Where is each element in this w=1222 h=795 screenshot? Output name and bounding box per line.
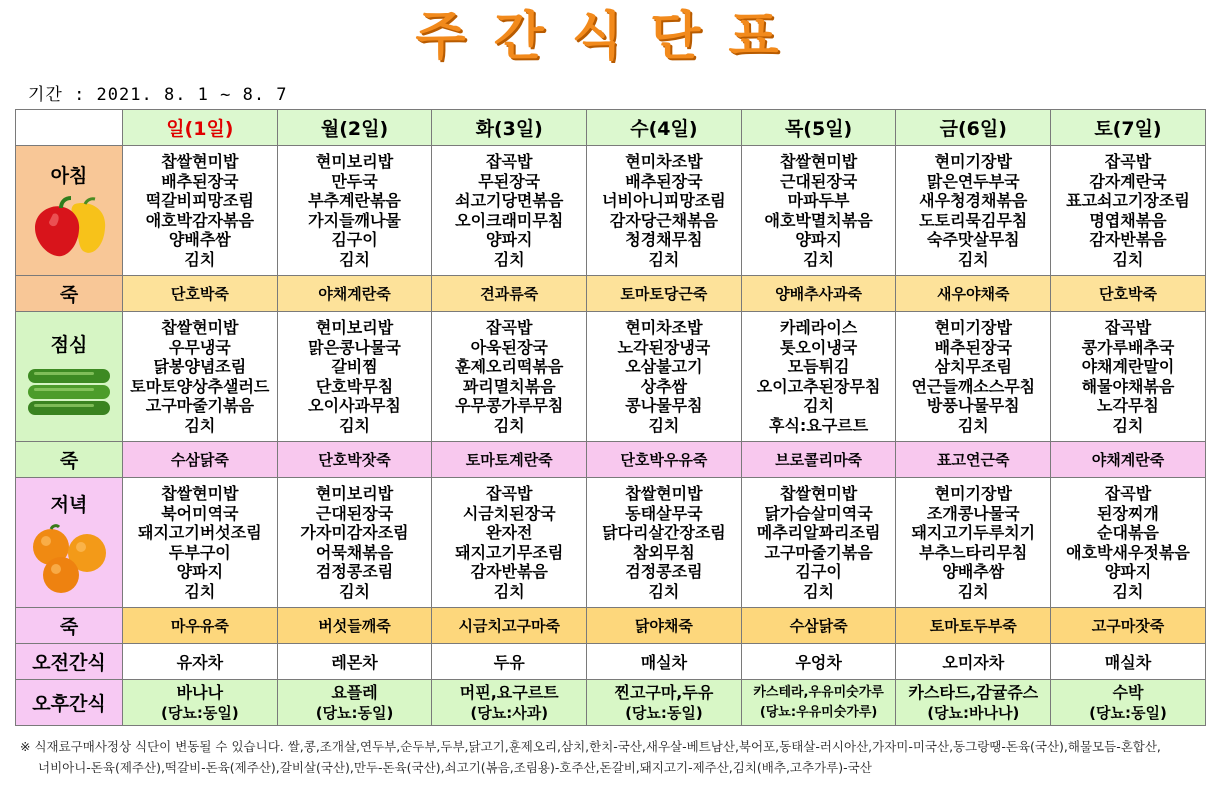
dinner-cell [432, 478, 587, 608]
menu-item: 애호박새우젓볶음 [1066, 542, 1190, 562]
snack-pm-diabetic: (당뇨:사과) [470, 703, 549, 722]
menu-item: 감자반볶음 [1089, 230, 1167, 249]
snack-pm-cell [277, 680, 432, 726]
menu-item: 돼지고기버섯조림 [138, 523, 262, 542]
menu-item: 모듬튀김 [787, 357, 850, 376]
menu-item: 잡곡밥 [1104, 484, 1152, 503]
menu-item: 잡곡밥 [1104, 318, 1152, 337]
menu-item: 두부구이 [168, 542, 231, 562]
dinner-cell [741, 478, 896, 608]
menu-item: 김치 [184, 581, 216, 601]
menu-item: 콩가루배추국 [1081, 337, 1175, 357]
menu-item: 시금치된장국 [462, 503, 556, 523]
menu-item: 노각무침 [1097, 396, 1159, 415]
snack-pm-main: 머핀,요구르트 [459, 682, 559, 702]
porridge-label: 죽 [16, 608, 123, 644]
snack-pm-diabetic: (당뇨:동일) [315, 703, 394, 722]
lunch-cell [1051, 312, 1206, 442]
lunch-cell [896, 312, 1051, 442]
menu-item: 닭봉양념조림 [153, 357, 247, 376]
menu-item: 찹쌀현미밥 [779, 484, 858, 503]
porridge-cell: 야채계란죽 [277, 276, 432, 312]
dinner-row [16, 478, 1206, 608]
menu-item: 가자미감자조림 [300, 523, 409, 542]
menu-item: 김치 [493, 415, 525, 435]
menu-item: 배추된장국 [625, 171, 703, 191]
menu-item: 새우청경채볶음 [919, 191, 1028, 210]
snack-pm-row [16, 680, 1206, 726]
menu-item: 잡곡밥 [486, 484, 533, 503]
menu-item: 된장찌개 [1097, 503, 1159, 523]
menu-item: 김치 [184, 415, 216, 435]
porridge-cell: 수삼닭죽 [741, 608, 896, 644]
snack-pm-diabetic: (당뇨:동일) [1089, 703, 1167, 722]
menu-item: 김치 [493, 581, 525, 601]
menu-item: 오이크래미무침 [455, 210, 564, 230]
porridge-cell: 닭야채죽 [587, 608, 742, 644]
snack-pm-main: 요플레 [331, 682, 378, 702]
menu-item: 김치 [339, 581, 370, 601]
menu-item: 노각된장냉국 [617, 337, 711, 357]
corner-cell [16, 110, 123, 146]
menu-item: 갈비찜 [331, 357, 378, 376]
snack-am-cell: 매실차 [587, 644, 742, 680]
porridge-cell: 수삼닭죽 [123, 442, 278, 478]
menu-item: 연근들깨소스무침 [911, 376, 1036, 396]
snack-pm-cell [741, 680, 896, 726]
menu-item: 잡곡밥 [486, 152, 533, 171]
menu-item: 우무콩가루무침 [455, 396, 564, 415]
snack-am-cell: 두유 [432, 644, 587, 680]
dinner-cell [587, 478, 742, 608]
menu-item: 현미보리밥 [315, 152, 394, 171]
menu-item: 양파지 [1104, 562, 1152, 581]
menu-table [15, 109, 1206, 726]
menu-item: 애호박멸치볶음 [764, 210, 873, 230]
menu-item: 오삼불고기 [625, 357, 703, 376]
porridge-breakfast-row [16, 276, 1206, 312]
menu-item: 현미기장밥 [934, 318, 1012, 337]
menu-item: 찹쌀현미밥 [161, 318, 239, 337]
snack-pm-cell [587, 680, 742, 726]
snack-am-cell: 우엉차 [741, 644, 896, 680]
menu-item: 완자전 [486, 523, 533, 542]
day-header-thu: 목(5일) [741, 110, 896, 146]
snack-pm-main: 카스테라,우유미숫가루 [753, 684, 884, 700]
menu-item: 김치 [1112, 415, 1144, 435]
menu-item: 찹쌀현미밥 [161, 484, 239, 503]
menu-item: 톳오이냉국 [779, 337, 858, 357]
menu-item: 감자반볶음 [470, 562, 548, 581]
snack-pm-label: 오후간식 [16, 680, 123, 726]
menu-item: 김치 [803, 581, 835, 601]
menu-item: 양파지 [486, 230, 533, 249]
porridge-dinner-row [16, 608, 1206, 644]
snack-am-cell: 매실차 [1051, 644, 1206, 680]
breakfast-cell [741, 146, 896, 276]
menu-item: 고구마줄기볶음 [764, 542, 873, 562]
porridge-cell: 양배추사과죽 [741, 276, 896, 312]
menu-item: 방풍나물무침 [926, 396, 1020, 415]
menu-item: 김치 [957, 581, 989, 601]
porridge-cell: 토마토당근죽 [587, 276, 742, 312]
menu-item: 삼치무조림 [934, 357, 1012, 376]
porridge-lunch-row [16, 442, 1206, 478]
breakfast-cell [123, 146, 278, 276]
menu-item: 김치 [648, 415, 680, 435]
dinner-cell [1051, 478, 1206, 608]
menu-item: 상추쌈 [640, 376, 688, 396]
menu-item: 현미보리밥 [315, 484, 394, 503]
snack-pm-diabetic: (당뇨:우유미숫가루) [759, 704, 878, 720]
menu-item: 김치 [803, 396, 835, 415]
footnote-line-2: 너비아니-돈육(제주산),떡갈비-돈육(제주산),갈비살(국산),만두-돈육(국산),쇠고기(볶음,조림용)-호주산,돈갈비,돼지고기-제주산,김치(배추,고추가루)-국산 [38, 760, 872, 775]
lunch-cell [277, 312, 432, 442]
menu-item: 감자당근채볶음 [609, 210, 718, 230]
menu-item: 양파지 [795, 230, 842, 249]
porridge-cell: 표고연근죽 [896, 442, 1051, 478]
menu-item: 검정콩조림 [315, 562, 394, 581]
lunch-cell [741, 312, 896, 442]
day-header-sat: 토(7일) [1051, 110, 1206, 146]
menu-item: 돼지고기무조림 [455, 542, 564, 562]
lunch-cell [587, 312, 742, 442]
menu-item: 우무냉국 [168, 337, 231, 357]
snack-pm-main: 바나나 [176, 682, 224, 702]
bell-pepper-image [27, 194, 111, 260]
breakfast-cell [277, 146, 432, 276]
lunch-row [16, 312, 1206, 442]
menu-item: 훈제오리떡볶음 [455, 357, 564, 376]
snack-am-cell: 오미자차 [896, 644, 1051, 680]
porridge-cell: 견과류죽 [432, 276, 587, 312]
menu-item: 맑은콩나물국 [308, 337, 401, 357]
menu-item: 김구이 [795, 562, 842, 581]
snack-pm-cell [432, 680, 587, 726]
menu-item: 청경채무침 [625, 230, 703, 249]
menu-item: 근대된장국 [315, 503, 394, 523]
dinner-cell [277, 478, 432, 608]
breakfast-row [16, 146, 1206, 276]
menu-item: 부추계란볶음 [308, 191, 401, 210]
breakfast-label-cell [16, 146, 123, 276]
day-header-mon: 월(2일) [277, 110, 432, 146]
lunch-label: 점심 [50, 334, 88, 356]
porridge-label: 죽 [16, 442, 123, 478]
menu-item: 고구마줄기볶음 [145, 396, 254, 415]
snack-pm-diabetic: (당뇨:바나나) [927, 703, 1020, 722]
day-header-row [16, 110, 1206, 146]
menu-item: 토마토양상추샐러드 [130, 376, 270, 396]
menu-item: 김치 [184, 249, 216, 269]
menu-item: 명엽채볶음 [1089, 210, 1167, 230]
menu-item: 양파지 [176, 562, 224, 581]
menu-item: 찹쌀현미밥 [779, 152, 858, 171]
menu-item: 도토리묵김무침 [919, 210, 1028, 230]
menu-item: 너비아니피망조림 [602, 191, 726, 210]
menu-item: 숙주맛살무침 [926, 230, 1020, 249]
lunch-cell [123, 312, 278, 442]
snack-pm-main: 찐고구마,두유 [614, 682, 714, 702]
menu-item: 해물야채볶음 [1081, 376, 1175, 396]
breakfast-cell [1051, 146, 1206, 276]
porridge-cell: 토마토계란죽 [432, 442, 587, 478]
porridge-cell: 고구마잣죽 [1051, 608, 1206, 644]
menu-item: 김치 [339, 249, 370, 269]
menu-item: 오이고추된장무침 [756, 376, 881, 396]
menu-item: 검정콩조림 [625, 562, 703, 581]
menu-item: 동태살무국 [625, 503, 703, 523]
porridge-label: 죽 [16, 276, 123, 312]
menu-item: 현미보리밥 [315, 318, 394, 337]
menu-item: 만두국 [331, 171, 378, 191]
menu-item: 조개콩나물국 [926, 503, 1020, 523]
page-title: 주간식단표 [415, 7, 807, 67]
snack-am-label: 오전간식 [16, 644, 123, 680]
menu-item: 단호박무침 [315, 376, 394, 396]
menu-item: 김치 [957, 249, 989, 269]
breakfast-label: 아침 [50, 165, 88, 187]
menu-item: 김치 [339, 415, 370, 435]
menu-item: 야채계란말이 [1081, 357, 1175, 376]
menu-item: 현미기장밥 [934, 484, 1012, 503]
porridge-cell: 단호박죽 [123, 276, 278, 312]
menu-item: 감자계란국 [1089, 171, 1167, 191]
day-header-tue: 화(3일) [432, 110, 587, 146]
menu-item: 콩나물무침 [625, 396, 703, 415]
dinner-cell [896, 478, 1051, 608]
menu-item: 김치 [803, 249, 835, 269]
snack-pm-cell [896, 680, 1051, 726]
menu-item: 표고쇠고기장조림 [1066, 191, 1190, 210]
cucumber-image [24, 363, 114, 423]
menu-item: 배추된장국 [161, 171, 239, 191]
menu-item: 김구이 [331, 230, 378, 249]
snack-am-row [16, 644, 1206, 680]
footnote-line-1: ※ 식재료구매사정상 식단이 변동될 수 있습니다. 쌀,콩,조개살,연두부,순두부,두부,닭고기,훈제오리,삼치,한치-국산,새우살-베트남산,북어포,동태살-러시아산,가자미-미국산,동그랑땡-돈육(국산),해물모듬-혼합산, [20, 739, 1161, 754]
porridge-cell: 토마토두부죽 [896, 608, 1051, 644]
menu-item: 부추느타리무침 [919, 542, 1028, 562]
menu-item: 김치 [957, 415, 989, 435]
menu-item: 닭다리살간장조림 [602, 523, 726, 542]
snack-pm-diabetic: (당뇨:동일) [161, 703, 239, 722]
breakfast-cell [896, 146, 1051, 276]
day-header-wed: 수(4일) [587, 110, 742, 146]
snack-pm-main: 카스타드,감귤쥬스 [908, 682, 1039, 702]
menu-item: 아욱된장국 [470, 337, 548, 357]
menu-item: 마파두부 [787, 191, 850, 210]
menu-item: 꽈리멸치볶음 [462, 376, 556, 396]
menu-item: 맑은연두부국 [926, 171, 1020, 191]
snack-pm-cell [123, 680, 278, 726]
menu-item: 후식:요구르트 [769, 415, 869, 435]
menu-item: 김치 [493, 249, 525, 269]
menu-item: 현미차조밥 [625, 152, 703, 171]
menu-item: 현미기장밥 [934, 152, 1012, 171]
menu-item: 김치 [648, 581, 680, 601]
menu-item: 양배추쌈 [942, 562, 1005, 581]
snack-am-cell: 유자차 [123, 644, 278, 680]
menu-item: 찹쌀현미밥 [625, 484, 703, 503]
menu-item: 잡곡밥 [486, 318, 533, 337]
snack-pm-cell [1051, 680, 1206, 726]
menu-item: 메추리알꽈리조림 [756, 523, 881, 542]
footnote [20, 736, 1210, 778]
dinner-label: 저녁 [50, 494, 88, 516]
menu-item: 배추된장국 [934, 337, 1012, 357]
breakfast-cell [587, 146, 742, 276]
porridge-cell: 새우야채죽 [896, 276, 1051, 312]
snack-am-cell: 레몬차 [277, 644, 432, 680]
menu-item: 참외무침 [632, 542, 695, 562]
menu-item: 떡갈비피망조림 [145, 191, 254, 210]
menu-item: 쇠고기당면볶음 [455, 191, 564, 210]
menu-item: 돼지고기두루치기 [911, 523, 1036, 542]
period-label: 기간 : 2021. 8. 1 ~ 8. 7 [28, 85, 288, 105]
porridge-cell: 마우유죽 [123, 608, 278, 644]
snack-pm-diabetic: (당뇨:동일) [625, 703, 703, 722]
porridge-cell: 단호박우유죽 [587, 442, 742, 478]
menu-item: 닭가슴살미역국 [764, 503, 873, 523]
porridge-cell: 단호박잣죽 [277, 442, 432, 478]
lunch-label-cell [16, 312, 123, 442]
menu-item: 양배추쌈 [168, 230, 231, 249]
menu-item: 근대된장국 [779, 171, 858, 191]
breakfast-cell [432, 146, 587, 276]
menu-item: 현미차조밥 [625, 318, 703, 337]
porridge-cell: 버섯들깨죽 [277, 608, 432, 644]
menu-item: 애호박감자볶음 [145, 210, 254, 230]
menu-item: 김치 [1112, 249, 1144, 269]
day-header-fri: 금(6일) [896, 110, 1051, 146]
menu-item: 찹쌀현미밥 [161, 152, 239, 171]
dinner-cell [123, 478, 278, 608]
dinner-label-cell [16, 478, 123, 608]
menu-item: 김치 [648, 249, 680, 269]
day-header-sun: 일(1일) [123, 110, 278, 146]
porridge-cell: 단호박죽 [1051, 276, 1206, 312]
orange-image [25, 523, 113, 595]
menu-item: 가지들깨나물 [308, 210, 401, 230]
menu-item: 어묵채볶음 [315, 542, 394, 562]
porridge-cell: 시금치고구마죽 [432, 608, 587, 644]
snack-pm-main: 수박 [1112, 682, 1144, 702]
menu-item: 잡곡밥 [1104, 152, 1152, 171]
porridge-cell: 브로콜리마죽 [741, 442, 896, 478]
menu-item: 순대볶음 [1097, 523, 1159, 542]
menu-item: 오이사과무침 [308, 396, 401, 415]
porridge-cell: 야채계란죽 [1051, 442, 1206, 478]
menu-item: 김치 [1112, 581, 1144, 601]
menu-item: 북어미역국 [161, 503, 239, 523]
menu-item: 무된장국 [478, 171, 541, 191]
menu-item: 카레라이스 [779, 318, 858, 337]
lunch-cell [432, 312, 587, 442]
